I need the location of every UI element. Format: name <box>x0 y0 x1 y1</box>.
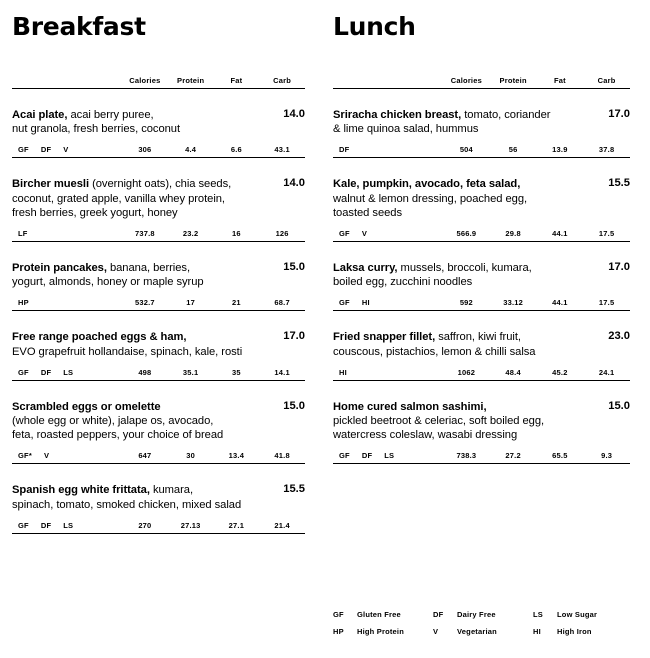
menu-item-nutrition-row <box>12 145 305 158</box>
column-header-calories: Calories <box>450 76 482 85</box>
nutrition-calories: 566.9 <box>456 229 477 239</box>
nutrition-column-headers-breakfast <box>12 76 305 89</box>
menu-item-nutrition-row <box>12 368 305 381</box>
legend-label: High Iron <box>557 627 592 636</box>
menu-item-price: 17.0 <box>283 330 305 343</box>
menu-item[interactable] <box>333 158 630 242</box>
nutrition-calories: 504 <box>459 145 473 155</box>
legend-code: V <box>433 627 439 636</box>
menu-item-header <box>12 108 305 136</box>
legend-entry <box>333 610 433 619</box>
dietary-tag: LS <box>384 451 395 461</box>
nutrition-calories: 1062 <box>457 367 476 377</box>
menu-item-header <box>12 261 305 289</box>
menu-item-header <box>12 483 305 511</box>
nutrition-protein: 56 <box>508 145 518 155</box>
menu-item-description-line: toasted seeds <box>333 206 403 219</box>
column-header-fat: Fat <box>230 76 243 85</box>
dietary-tag: LS <box>63 520 74 530</box>
nutrition-carb: 17.5 <box>598 298 615 308</box>
menu-item-price: 14.0 <box>283 108 305 120</box>
menu-item-description: Fried snapper fillet, saffron, kiwi fruit, couscous, pistachios, lemon & chilli salsa <box>333 331 536 358</box>
dietary-tag: GF <box>339 451 350 461</box>
menu-item-header <box>12 330 305 358</box>
column-header-carb: Carb <box>273 76 292 85</box>
dietary-tag: V <box>43 451 50 461</box>
nutrition-protein: 33.12 <box>503 298 524 308</box>
dietary-tag: DF <box>40 145 52 155</box>
dietary-tags <box>333 145 443 154</box>
menu-item-price: 23.0 <box>608 330 630 343</box>
dietary-tags <box>12 145 122 154</box>
nutrition-protein: 48.4 <box>505 367 521 377</box>
menu-item-name: Laksa curry, <box>333 262 398 275</box>
nutrition-calories: 592 <box>459 298 473 308</box>
nutrition-protein: 30 <box>186 451 195 461</box>
dietary-tag: DF <box>40 520 52 530</box>
nutrition-carb: 37.8 <box>598 145 615 155</box>
legend-code: HI <box>533 627 541 636</box>
menu-item-description-line: nut granola, fresh berries, coconut <box>12 123 181 136</box>
nutrition-fat: 65.5 <box>552 451 568 461</box>
nutrition-calories: 737.8 <box>134 229 155 239</box>
column-header-protein: Protein <box>499 76 527 85</box>
column-header-calories: Calories <box>129 76 161 85</box>
menu-item[interactable] <box>12 89 305 158</box>
menu-item-price: 15.5 <box>283 483 305 496</box>
nutrition-carb: 24.1 <box>598 367 615 377</box>
nutrition-fat: 45.2 <box>552 367 568 377</box>
menu-item-nutrition-row <box>12 521 305 534</box>
menu-item-price: 14.0 <box>283 177 305 190</box>
menu-item[interactable] <box>333 89 630 158</box>
dietary-tag: GF <box>18 145 29 155</box>
menu-item-description-line: EVO grapefruit hollandaise, spinach, kale, rosti <box>12 345 243 358</box>
dietary-tag: HI <box>339 367 347 377</box>
menu-item-header <box>333 177 630 220</box>
legend-label: Dairy Free <box>457 610 496 619</box>
menu-item-description <box>12 400 223 443</box>
menu-item-price: 15.5 <box>608 177 630 190</box>
dietary-tags <box>12 229 122 238</box>
menu-item-description-line: (whole egg or white), jalape os, avocado, <box>12 415 214 428</box>
menu-item-header <box>333 108 630 136</box>
menu-item-nutrition-row <box>333 229 630 242</box>
menu-item-description-line: & lime quinoa salad, hummus <box>333 123 479 136</box>
menu-item-price: 15.0 <box>283 261 305 274</box>
dietary-tags <box>12 451 122 460</box>
nutrition-fat: 35 <box>232 367 241 377</box>
nutrition-protein: 35.1 <box>182 367 199 377</box>
dietary-tag: DF <box>40 367 52 377</box>
menu-item[interactable] <box>333 381 630 465</box>
menu-item-nutrition-row <box>12 451 305 464</box>
menu-item-description <box>333 400 544 443</box>
menu-item-name: Home cured salmon sashimi, <box>333 400 487 413</box>
menu-item[interactable] <box>12 381 305 465</box>
nutrition-protein: 27.13 <box>180 520 201 530</box>
nutrition-carb: 9.3 <box>601 451 613 461</box>
menu-item-nutrition-row <box>333 298 630 311</box>
menu-item-description <box>333 177 527 220</box>
nutrition-fat: 13.4 <box>228 451 245 461</box>
menu-item-description-line: feta, roasted peppers, your choice of bread <box>12 429 224 442</box>
column-header-protein: Protein <box>177 76 205 85</box>
menu-item[interactable] <box>333 242 630 311</box>
menu-item-nutrition-row <box>333 368 630 381</box>
menu-items-lunch <box>333 89 630 464</box>
legend-label: Low Sugar <box>557 610 598 619</box>
menu-item-price: 15.0 <box>283 399 305 412</box>
menu-item-name: Kale, pumpkin, avocado, feta salad, <box>333 178 521 191</box>
dietary-tags <box>333 451 443 460</box>
nutrition-protein: 23.2 <box>182 229 199 239</box>
menu-item-nutrition-row <box>333 451 630 464</box>
menu-item[interactable] <box>12 464 305 533</box>
menu-item-description: Sriracha chicken breast, tomato, coriander & lime quinoa salad, hummus <box>333 109 551 136</box>
menu-item[interactable] <box>12 311 305 380</box>
menu-item-description <box>12 330 242 358</box>
nutrition-carb: 17.5 <box>598 229 615 239</box>
menu-item-description-line: spinach, tomato, smoked chicken, mixed salad <box>12 498 242 511</box>
nutrition-fat: 21 <box>232 298 241 308</box>
menu-item[interactable] <box>333 311 630 380</box>
nutrition-calories: 270 <box>138 520 152 530</box>
menu-items-breakfast <box>12 89 305 534</box>
dietary-tag: LS <box>63 367 74 377</box>
menu-item-nutrition-row <box>333 145 630 158</box>
dietary-legend <box>333 610 633 636</box>
nutrition-fat: 13.9 <box>552 145 568 155</box>
menu-item-description: Spanish egg white frittata, kumara, spinach, tomato, smoked chicken, mixed salad <box>12 484 242 511</box>
nutrition-calories: 738.3 <box>456 451 477 461</box>
menu-item-header <box>333 330 630 358</box>
menu-item-name: Bircher muesli <box>12 178 90 191</box>
nutrition-fat: 6.6 <box>230 145 242 155</box>
dietary-tag: DF <box>339 145 350 155</box>
dietary-tags <box>333 229 443 238</box>
menu-item-name: Free range poached eggs & ham, <box>12 331 187 344</box>
nutrition-calories: 647 <box>138 451 152 461</box>
menu-item-description: Protein pancakes, banana, berries, yogurt, almonds, honey or maple syrup <box>12 262 204 289</box>
legend-entry <box>433 627 533 636</box>
dietary-tag: GF* <box>18 451 32 461</box>
menu-item-price: 17.0 <box>608 108 630 120</box>
nutrition-carb: 14.1 <box>274 367 290 377</box>
dietary-tag: HP <box>18 298 29 308</box>
menu-item-name: Sriracha chicken breast, <box>333 109 462 121</box>
legend-entry <box>433 610 533 619</box>
dietary-tags <box>333 298 443 307</box>
nutrition-carb: 43.1 <box>274 145 290 155</box>
menu-item-header <box>333 400 630 443</box>
dietary-tag: LF <box>18 229 28 239</box>
menu-item-description-line: walnut & lemon dressing, poached egg, <box>333 192 528 205</box>
section-title-breakfast: Breakfast <box>12 12 146 41</box>
menu-item-description: Acai plate, acai berry puree, nut granola, fresh berries, coconut <box>12 109 181 136</box>
legend-code: LS <box>533 610 543 619</box>
menu-item-header <box>333 261 630 289</box>
menu-item-nutrition-row <box>12 298 305 311</box>
nutrition-calories: 498 <box>138 367 152 377</box>
nutrition-protein: 29.8 <box>505 229 521 239</box>
menu-item-nutrition-row <box>12 229 305 242</box>
legend-label: Vegetarian <box>457 627 497 636</box>
menu-item-description-line: yogurt, almonds, honey or maple syrup <box>12 276 204 289</box>
nutrition-protein: 17 <box>186 298 195 308</box>
menu-item-description: Laksa curry, mussels, broccoli, kumara, boiled egg, zucchini noodles <box>333 262 532 289</box>
menu-item-name: Protein pancakes, <box>12 262 107 275</box>
column-header-fat: Fat <box>553 76 566 85</box>
menu-item-description: Bircher muesli (overnight oats), chia seeds, coconut, grated apple, vanilla whey protein, fresh berries, greek yogurt, honey <box>12 178 232 219</box>
menu-item-description-line: coconut, grated apple, vanilla whey protein, <box>12 192 225 205</box>
menu-item-name: Scrambled eggs or omelette <box>12 400 161 413</box>
menu-item-name: Fried snapper fillet, <box>333 331 436 344</box>
menu-item-price: 15.0 <box>608 399 630 412</box>
legend-label: High Protein <box>357 627 404 636</box>
menu-item-header <box>12 400 305 443</box>
nutrition-fat: 16 <box>232 229 241 239</box>
column-header-carb: Carb <box>597 76 616 85</box>
dietary-tag: V <box>361 229 368 239</box>
menu-column-lunch <box>325 0 650 658</box>
nutrition-fat: 27.1 <box>228 520 245 530</box>
section-title-lunch: Lunch <box>333 12 416 41</box>
menu-item-price: 17.0 <box>608 261 630 274</box>
dietary-tags <box>333 368 443 377</box>
dietary-tags <box>12 521 122 530</box>
nutrition-column-headers-lunch <box>333 76 630 89</box>
nutrition-calories: 532.7 <box>134 298 155 308</box>
dietary-tag: DF <box>361 451 373 461</box>
legend-label: Gluten Free <box>357 610 401 619</box>
menu-item-description-line: fresh berries, greek yogurt, honey <box>12 206 178 219</box>
nutrition-protein: 27.2 <box>505 451 521 461</box>
nutrition-carb: 68.7 <box>274 298 290 308</box>
dietary-tag: GF <box>18 520 29 530</box>
dietary-tags <box>12 368 122 377</box>
menu-item[interactable] <box>12 158 305 242</box>
nutrition-carb: 41.8 <box>274 451 290 461</box>
dietary-tag: GF <box>339 229 350 239</box>
menu-item-description-line: watercress coleslaw, wasabi dressing <box>333 429 518 442</box>
menu-item-description-line: pickled beetroot & celeriac, soft boiled egg, <box>333 415 545 428</box>
nutrition-fat: 44.1 <box>552 298 568 308</box>
menu-item-name: Acai plate, <box>12 109 68 121</box>
legend-entry <box>533 610 633 619</box>
dietary-tags <box>12 298 122 307</box>
nutrition-carb: 21.4 <box>274 520 290 530</box>
legend-code: DF <box>433 610 444 619</box>
dietary-tag: HI <box>361 298 370 308</box>
nutrition-protein: 4.4 <box>185 145 197 155</box>
menu-item[interactable] <box>12 242 305 311</box>
menu-item-name: Spanish egg white frittata, <box>12 484 150 497</box>
nutrition-calories: 306 <box>138 145 152 155</box>
menu-item-header <box>12 177 305 220</box>
menu-item-description-line: couscous, pistachios, lemon & chilli salsa <box>333 345 536 358</box>
legend-code: GF <box>333 610 344 619</box>
dietary-tag: GF <box>339 298 350 308</box>
nutrition-carb: 126 <box>275 229 289 239</box>
legend-code: HP <box>333 627 344 636</box>
dietary-tag: V <box>63 145 69 155</box>
legend-entry <box>533 627 633 636</box>
dietary-tag: GF <box>18 367 29 377</box>
menu-item-description-line: boiled egg, zucchini noodles <box>333 276 473 289</box>
nutrition-fat: 44.1 <box>552 229 568 239</box>
legend-entry <box>333 627 433 636</box>
